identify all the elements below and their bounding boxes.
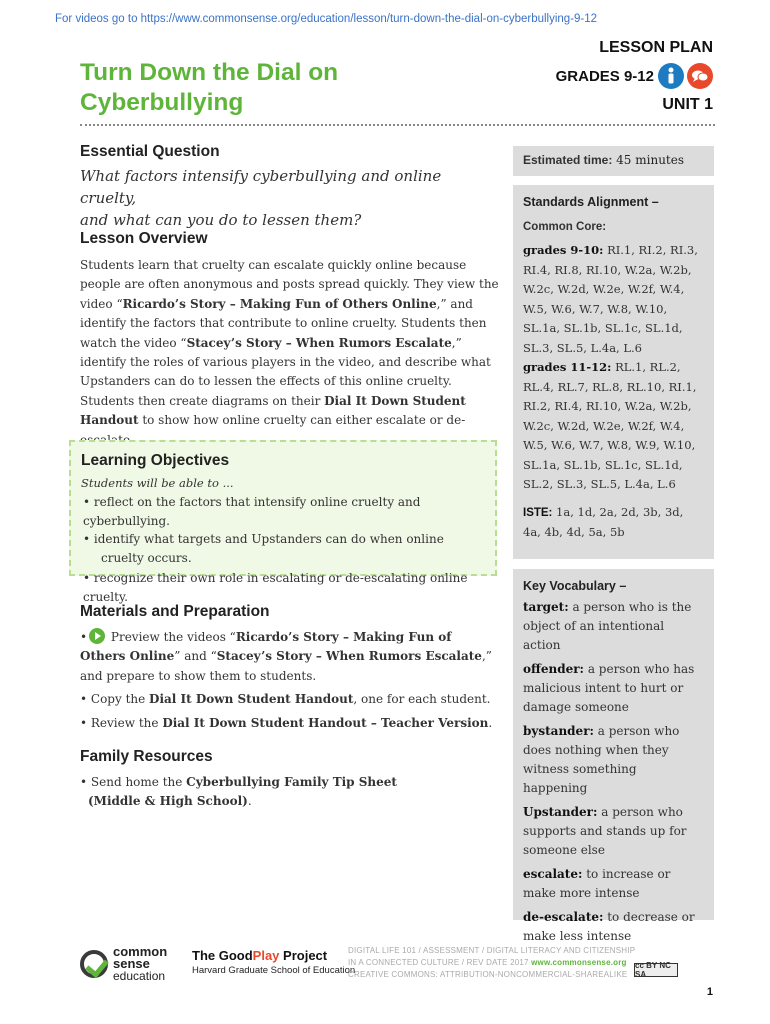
vocab-definition: a person who has malicious intent to hurt or damage someone [523,662,695,714]
meta-line: DIGITAL LIFE 101 / ASSESSMENT / DIGITAL LITERACY AND CITIZENSHIP [348,946,636,955]
vocab-definition: to decrease or make less intense [523,910,695,943]
text-part: . [247,794,252,809]
grades-9-10-codes: RI.1, RI.2, RI.3, RI.4, RI.8, RI.10, W.2a, W.2b, W.2c, W.2d, W.2e, W.2f, W.4, W.5, W.6, W.7, W.8, W.10, SL.1a, SL.1b, SL.1c, SL.1d, SL.3, SL.5, L.4a, L.6 [523,243,698,355]
student-handout-link[interactable]: Dial It Down Student Handout [80,393,466,428]
ricardo-video-link[interactable]: Ricardo’s Story – Making Fun of Others Online [80,630,452,664]
commonsense-link[interactable]: www.commonsense.org [528,958,627,967]
meta-line: CREATIVE COMMONS: ATTRIBUTION-NONCOMMERCIAL-SHAREALIKE [348,970,628,979]
grades-9-10-label: grades 9-10: [523,243,604,257]
vocab-term: offender: [523,662,584,676]
key-vocabulary-box [513,569,714,943]
teacher-handout-link[interactable]: Dial It Down Student Handout – Teacher Version [162,715,489,730]
list-item [80,714,500,733]
family-tip-sheet-level[interactable]: (Middle & High School) [88,794,248,809]
vocabulary-heading: Key Vocabulary – [523,579,627,593]
vocab-term: target: [523,600,569,614]
question-line-1: What factors intensify cyberbullying and online cruelty, [80,167,442,207]
vocabulary-list [523,598,704,946]
common-sense-wordmark [113,946,167,982]
common-sense-logo [80,946,167,982]
text-part: • Review the [80,715,163,730]
vocab-definition: a person who is the object of an intentional action [523,600,692,652]
grades-11-12-standards [523,358,704,495]
lesson-overview-text [80,256,500,450]
vocab-item-offender [523,660,704,717]
text-part: ” and “ [174,649,217,664]
play-icon[interactable] [89,628,105,644]
lesson-plan-label: LESSON PLAN [599,39,713,56]
text-part: IN A CONNECTED CULTURE / REV DATE 2017 [348,958,529,967]
logo-word: common [113,944,168,959]
objectives-intro: Students will be able to ... [81,476,234,490]
text-part: Preview the videos “ [107,630,236,644]
list-item: • reflect on the factors that intensify online cruelty and cyberbullying. [83,495,421,528]
title-line-2: Cyberbullying [80,89,244,116]
person-icon [658,63,684,89]
vocab-item-upstander [523,803,704,860]
lesson-overview-section [80,230,500,450]
materials-section [80,603,500,737]
grades-9-10-standards [523,241,704,358]
essential-question-heading: Essential Question [80,143,220,160]
overview-text-part: ,” identify the roles of various players in the video, and describe what Upstanders can do to lessen the effects of this online cruelty. Students then create diagrams on their [80,335,491,408]
page-number: 1 [706,986,713,998]
overview-text-part: ,” and identify the factors that contribute to online cruelty. Students then watch the video “ [80,296,487,350]
meta-line [348,957,635,969]
vocab-definition: a person who supports and stands up for someone else [523,805,687,857]
iste-label: ISTE: [523,506,553,519]
vocab-term: Upstander: [523,805,598,819]
stacey-video-link[interactable]: Stacey’s Story – When Rumors Escalate [186,335,452,350]
list-item: • Preview the videos “Ricardo’s Story – Making Fun of Others Online” and “Stacey’s Story – When Rumors Escalate,” and prepare to show them to students. [80,630,492,683]
chat-bubbles-icon [687,63,713,89]
lesson-overview-heading: Lesson Overview [80,230,208,247]
text-part: • Copy the [80,692,150,707]
essential-question-section [80,143,500,231]
stacey-video-link[interactable]: Stacey’s Story – When Rumors Escalate [216,649,482,664]
iste-codes: 1a, 1d, 2a, 2d, 3b, 3d, 4a, 4b, 4d, 5a, 5b [523,504,684,539]
learning-objectives-heading: Learning Objectives [81,452,230,469]
goodplay-project-logo [192,948,355,976]
checkmark-logo-icon [80,950,108,978]
vocab-definition: a person who does nothing when they witness something happening [523,724,680,795]
vocab-term: de-escalate: [523,910,604,924]
list-item: • recognize their own role in escalating or de-escalating online cruelty. [83,571,468,604]
materials-heading: Materials and Preparation [80,603,270,620]
grades-label: GRADES 9-12 [555,67,654,85]
logo-word: sense [113,956,150,971]
list-item: cruelty occurs. [101,550,192,565]
overview-text-part: Students learn that cruelty can escalate quickly online because people are often anonymous and posts spread quickly. They view the video “ [80,258,499,311]
goodplay-title [192,948,355,963]
text-part: The [192,948,219,963]
list-item: • identify what targets and Upstanders can do when online [83,532,444,546]
header-divider [80,124,715,126]
common-core-label: Common Core: [523,221,607,233]
estimated-time-label: Estimated time: [523,153,613,167]
essential-question-text [80,165,500,231]
vocab-definition: to increase or make more intense [523,867,671,900]
logo-word: education [113,969,166,983]
text-part: ,” and prepare to show them to students. [80,649,492,683]
question-line-2: and what can you do to lessen them? [80,211,362,229]
family-list [80,773,500,812]
iste-standards [523,503,704,543]
ricardo-video-link[interactable]: Ricardo’s Story – Making Fun of Others Online [122,296,437,311]
text-part: • Send home the [80,775,187,789]
creative-commons-badge: cc BY NC SA [634,963,678,977]
goodplay-subtitle: Harvard Graduate School of Education [192,965,356,976]
text-part: , one for each student. [353,692,491,707]
overview-text-part: to show how online cruelty can either escalate or de- [142,413,466,428]
objectives-list [81,493,485,606]
family-resources-section [80,748,500,812]
estimated-time-value: 45 minutes [612,153,685,167]
grades-11-12-label: grades 11-12: [523,360,612,374]
grades-row [556,63,713,89]
materials-list [80,628,500,733]
unit-label: UNIT 1 [662,96,713,113]
standards-heading: Standards Alignment – [523,195,659,209]
text-part: Good [218,948,253,963]
text-part: . [488,715,493,730]
estimated-time-box [513,146,714,176]
lesson-title [80,58,410,118]
list-item [80,773,500,812]
text-part: Project [279,948,328,963]
vocab-term: bystander: [523,724,594,738]
video-url-link[interactable]: For videos go to https://www.commonsense.org/education/lesson/turn-down-the-dial-on-cyberbullying-9-12 [55,13,598,25]
title-line-1: Turn Down the Dial on [80,59,339,86]
family-resources-heading: Family Resources [80,748,213,765]
standards-box [513,185,714,559]
grades-11-12-codes: RL.1, RL.2, RL.4, RL.7, RL.8, RL.10, RI.1, RI.2, RI.4, RI.10, W.2a, W.2b, W.2c, W.2d, W.2e, W.2f, W.4, W.5, W.6, W.7, W.8, W.9, W.10, SL.1a, SL.1b, SL.1c, SL.1d, SL.2, SL.3, SL.5, L.4a, L.6 [523,360,697,491]
student-handout-link[interactable]: Dial It Down Student Handout [149,692,354,707]
vocab-item-target [523,598,704,655]
family-tip-sheet-link[interactable]: Cyberbullying Family Tip Sheet [186,775,397,789]
lesson-meta-header [556,38,713,114]
footer-metadata [348,945,635,981]
learning-objectives-box [69,440,497,604]
vocab-item-bystander [523,722,704,798]
text-part: Play [252,948,280,963]
vocab-term: escalate: [523,867,583,881]
list-item [80,690,500,709]
vocab-item-escalate [523,865,704,903]
vocab-item-de-escalate [523,908,704,946]
